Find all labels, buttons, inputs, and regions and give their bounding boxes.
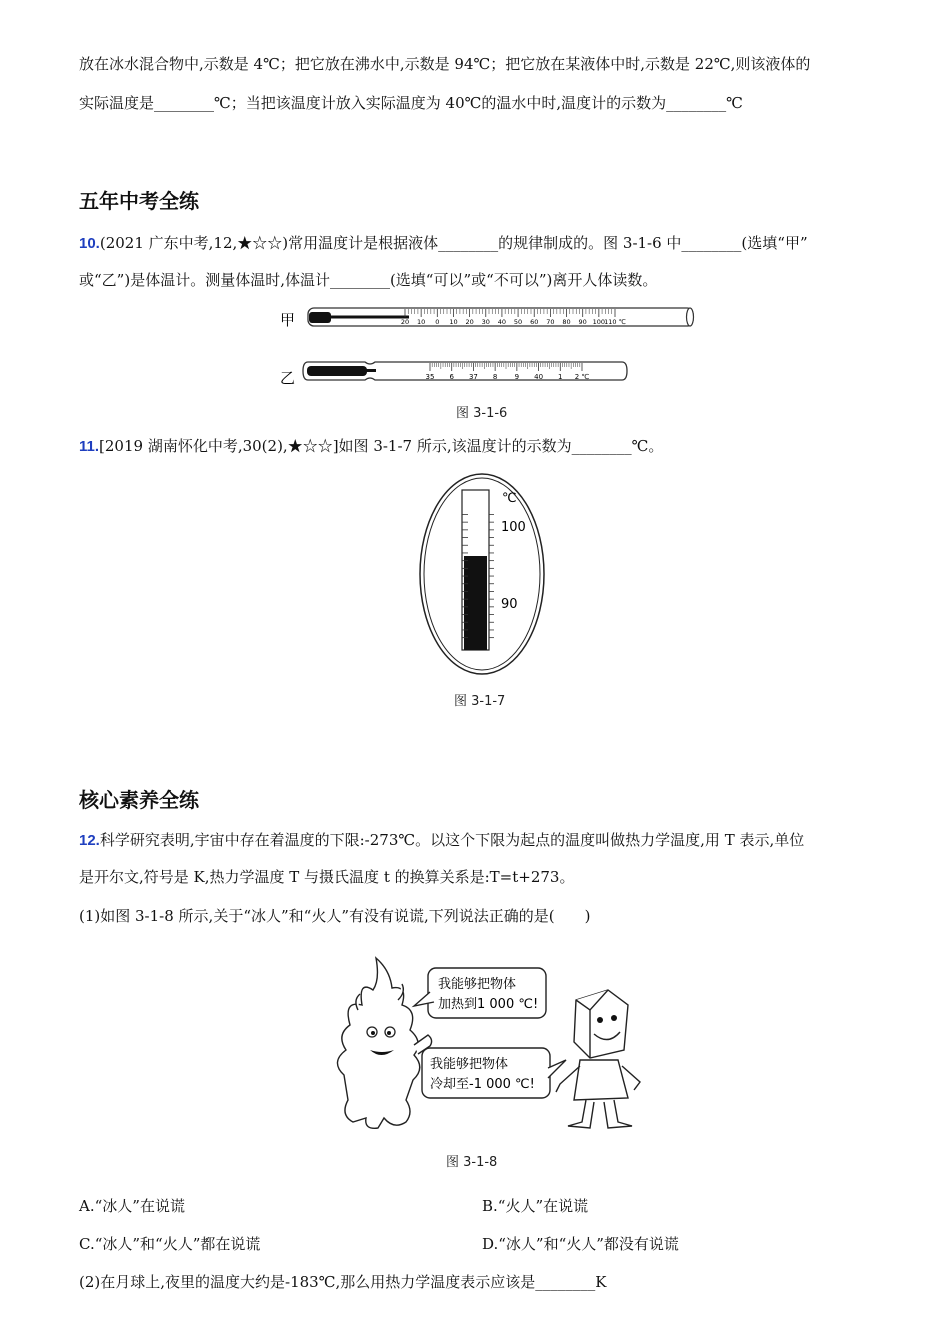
tick-label: 20 xyxy=(465,318,474,326)
option-c: C.“冰人”和“火人”都在说谎 xyxy=(79,1235,261,1253)
tick-label: 60 xyxy=(530,318,539,326)
unit-celsius-label: ℃ xyxy=(502,491,517,506)
option-b: B.“火人”在说谎 xyxy=(482,1197,589,1215)
q11-line1 xyxy=(79,436,663,457)
tick-label: 100 xyxy=(592,318,606,326)
speech-bubble-fire xyxy=(414,968,546,1018)
figure-3-1-8-caption: 图 3-1-8 xyxy=(446,1155,498,1170)
ice-man-illustration xyxy=(556,990,640,1128)
thermometer-jia xyxy=(308,308,694,326)
jia-tick-labels xyxy=(401,318,626,326)
scale-label-90: 90 xyxy=(501,597,518,612)
tick-label: 30 xyxy=(481,318,490,326)
bubble-ice-line1: 我能够把物体 xyxy=(430,1057,509,1072)
section-title-hexin: 核心素养全练 xyxy=(79,788,199,812)
figure-3-1-6 xyxy=(270,298,700,393)
tick-label: 1 xyxy=(558,373,563,381)
liquid-column xyxy=(464,556,487,650)
tick-label: 2 ℃ xyxy=(574,373,590,381)
option-a: A.“冰人”在说谎 xyxy=(79,1197,185,1215)
tick-label: 8 xyxy=(492,373,498,381)
q12-sub1: (1)如图 3-1-8 所示,关于“冰人”和“火人”有没有说谎,下列说法正确的是( ) xyxy=(79,907,591,925)
tick-label: 20 xyxy=(400,318,410,326)
tick-label: 50 xyxy=(513,318,523,326)
yi-label: 乙 xyxy=(280,369,296,387)
tick-label: 37 xyxy=(468,373,478,381)
q12-number: 12. xyxy=(79,832,100,849)
figure-3-1-8 xyxy=(318,950,648,1140)
speech-bubble-ice xyxy=(422,1048,566,1098)
tick-label: 90 xyxy=(578,318,587,326)
bubble-fire-line2: 加热到1 000 ℃! xyxy=(438,997,539,1012)
jia-label: 甲 xyxy=(280,311,296,329)
tick-label: 40 xyxy=(534,373,544,381)
tick-label: 40 xyxy=(497,318,507,326)
q10-number: 10. xyxy=(79,235,100,252)
q9-text-line2: 实际温度是________℃；当把该温度计放入实际温度为 40℃的温水中时,温度计的示数为________℃ xyxy=(79,94,743,112)
tick-label: 9 xyxy=(514,373,520,381)
figure-3-1-7 xyxy=(410,470,560,680)
tick-label: 6 xyxy=(449,373,454,381)
q12-line1 xyxy=(79,830,804,851)
tick-label: 0 xyxy=(435,318,440,326)
q12-text-line2: 是开尔文,符号是 K,热力学温度 T 与摄氏温度 t 的换算关系是:T=t+273。 xyxy=(79,868,575,886)
tick-label: 70 xyxy=(546,318,555,326)
fire-man-illustration xyxy=(337,958,431,1128)
tick-label: 10 xyxy=(449,318,458,326)
thermometer-yi xyxy=(303,362,627,381)
q12-sub2: (2)在月球上,夜里的温度大约是-183℃,那么用热力学温度表示应该是________K xyxy=(79,1273,607,1291)
tick-label: 35 xyxy=(425,373,435,381)
q10-text-line1: (2021 广东中考,12,★☆☆)常用温度计是根据液体________的规律制成的。图 3-1-6 中________(选填“甲” xyxy=(99,234,808,252)
q10-text-line2: 或“乙”)是体温计。测量体温时,体温计________(选填“可以”或“不可以”)离开人体读数。 xyxy=(79,271,658,289)
option-d: D.“冰人”和“火人”都没有说谎 xyxy=(482,1235,679,1253)
tick-label: 110 ℃ xyxy=(604,318,626,326)
q9-text-line1: 放在冰水混合物中,示数是 4℃；把它放在沸水中,示数是 94℃；把它放在某液体中时,示数是 22℃,则该液体的 xyxy=(79,55,811,73)
section-title-wunian: 五年中考全练 xyxy=(79,189,199,213)
bubble-ice-line2: 冷却至-1 000 ℃! xyxy=(430,1077,535,1092)
figure-3-1-6-caption: 图 3-1-6 xyxy=(456,406,508,421)
q12-text-line1: 科学研究表明,宇宙中存在着温度的下限:-273℃。以这个下限为起点的温度叫做热力学温度,用 T 表示,单位 xyxy=(99,831,805,849)
q10-line1 xyxy=(79,233,808,254)
q11-number: 11. xyxy=(79,438,100,455)
bubble-fire-line1: 我能够把物体 xyxy=(438,977,517,992)
tick-label: 10 xyxy=(417,318,426,326)
figure-3-1-7-caption: 图 3-1-7 xyxy=(454,694,506,709)
scale-label-100: 100 xyxy=(501,520,526,535)
q11-text-line1: [2019 湖南怀化中考,30(2),★☆☆]如图 3-1-7 所示,该温度计的示数为________℃。 xyxy=(99,437,664,455)
tick-label: 80 xyxy=(562,318,571,326)
